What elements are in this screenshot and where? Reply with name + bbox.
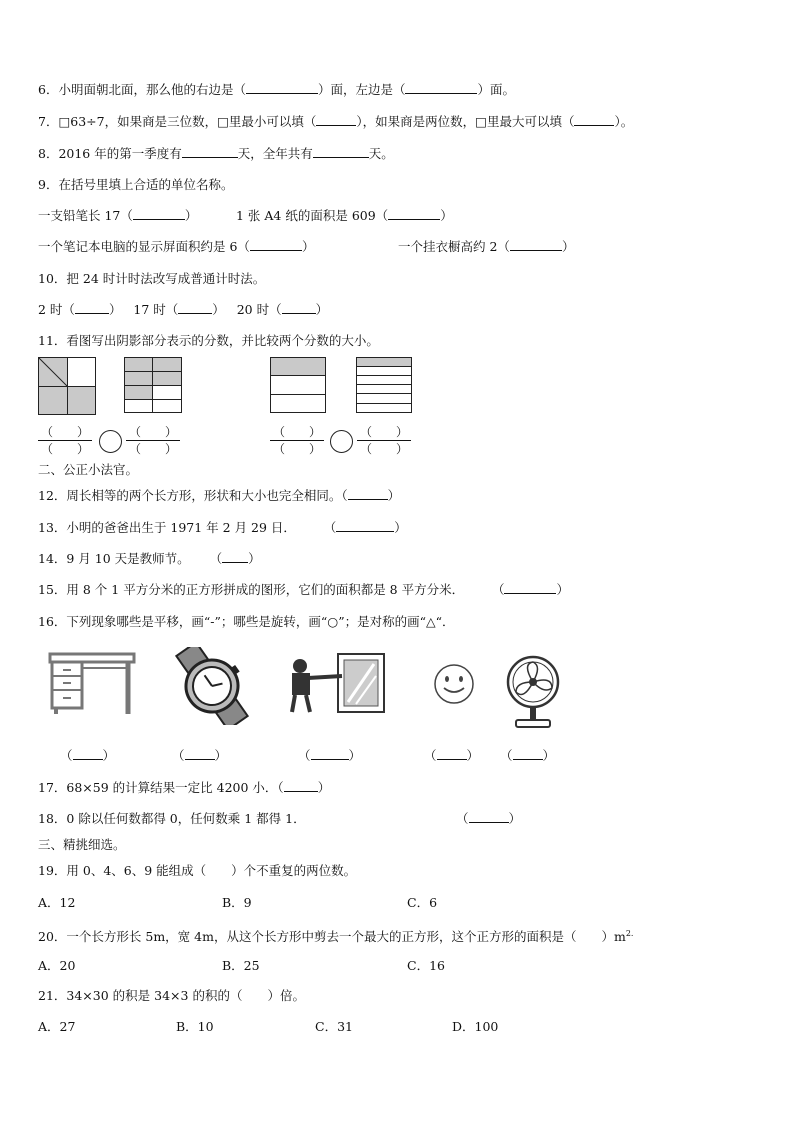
question-18: 18．0 除以任何数都得 0，任何数乘 1 都得 1． — [38, 811, 306, 826]
question-6: 6．小明面朝北面，那么他的右边是（ ）面，左边是（ ）面。 — [38, 82, 515, 97]
answer-blank[interactable] — [313, 147, 369, 158]
question-13: 13．小明的爸爸出生于 1971 年 2 月 29 日． （ ） — [38, 520, 407, 535]
answer-blank[interactable] — [250, 240, 302, 251]
q21-option-c[interactable]: C．31 — [315, 1019, 353, 1034]
q21-option-b[interactable]: B．10 — [176, 1019, 214, 1034]
question-9-b: 1 张 A4 纸的面积是 609（ ） — [236, 208, 453, 223]
answer-blank[interactable] — [316, 115, 356, 126]
desk-icon — [48, 650, 138, 716]
q16-answer-5[interactable]: （ ） — [500, 748, 556, 763]
question-18-answer[interactable]: （ ） — [456, 811, 522, 826]
electric-fan-icon — [502, 654, 564, 730]
answer-blank[interactable] — [178, 303, 212, 314]
q21-option-d[interactable]: D．100 — [452, 1019, 499, 1034]
fraction-figure-2 — [124, 357, 182, 413]
answer-blank[interactable] — [284, 781, 318, 792]
answer-blank[interactable] — [75, 303, 109, 314]
q16-answer-4[interactable]: （ ） — [424, 748, 480, 763]
q20-option-a[interactable]: A．20 — [38, 958, 76, 973]
answer-blank[interactable] — [282, 303, 316, 314]
question-15: 15．用 8 个 1 平方分米的正方形拼成的图形，它们的面积都是 8 平方分米． （ ） — [38, 582, 569, 597]
q16-answer-2[interactable]: （ ） — [172, 748, 228, 763]
question-9-c: 一个笔记本电脑的显示屏面积约是 6（ ） — [38, 239, 315, 254]
q19-option-c[interactable]: C．6 — [407, 895, 438, 910]
question-17: 17．68×59 的计算结果一定比 4200 小．（ ） — [38, 780, 331, 795]
fraction-figure-3 — [270, 357, 326, 413]
answer-blank[interactable] — [133, 209, 185, 220]
section-3-heading: 三、精挑细选。 — [38, 837, 126, 852]
q16-answer-1[interactable]: （ ） — [60, 748, 116, 763]
comparison-circle[interactable] — [330, 430, 353, 453]
question-21: 21．34×30 的积是 34×3 的积的（ ）倍。 — [38, 988, 305, 1003]
question-16-title: 16．下列现象哪些是平移，画“-”；哪些是旋转，画“○”；是对称的画“△“． — [38, 614, 455, 629]
answer-blank[interactable] — [182, 147, 238, 158]
question-12: 12．周长相等的两个长方形，形状和大小也完全相同。（ ） — [38, 488, 401, 503]
question-9-a: 一支铅笔长 17（ ） — [38, 208, 198, 223]
answer-blank[interactable] — [388, 209, 440, 220]
question-8: 8．2016 年的第一季度有 天，全年共有 天。 — [38, 146, 394, 161]
q20-option-b[interactable]: B．25 — [222, 958, 260, 973]
question-19: 19．用 0、4、6、9 能组成（ ）个不重复的两位数。 — [38, 863, 357, 878]
answer-blank[interactable] — [246, 83, 318, 94]
answer-blank[interactable] — [504, 583, 556, 594]
answer-blank[interactable] — [405, 83, 477, 94]
question-14: 14．9 月 10 天是教师节。 （ ） — [38, 551, 261, 566]
answer-blank[interactable] — [510, 240, 562, 251]
fraction-answer-3[interactable]: （ ） （ ） — [270, 425, 324, 456]
window-pushing-person-icon — [282, 652, 388, 714]
q19-option-a[interactable]: A．12 — [38, 895, 76, 910]
answer-blank[interactable] — [222, 552, 248, 563]
section-2-heading: 二、公正小法官。 — [38, 462, 139, 477]
fraction-answer-1[interactable]: （ ） （ ） — [38, 425, 92, 456]
fraction-answer-4[interactable]: （ ） （ ） — [357, 425, 411, 456]
wristwatch-icon — [164, 647, 260, 725]
question-10-items: 2 时（ ） 17 时（ ） 20 时（ ） — [38, 302, 329, 317]
q20-option-c[interactable]: C．16 — [407, 958, 445, 973]
fraction-figure-1 — [38, 357, 96, 415]
answer-blank[interactable] — [348, 489, 388, 500]
fraction-figure-4 — [356, 357, 412, 413]
q19-option-b[interactable]: B．9 — [222, 895, 252, 910]
answer-blank[interactable] — [574, 115, 614, 126]
question-20: 20．一个长方形长 5m，宽 4m，从这个长方形中剪去一个最大的正方形，这个正方形的面积是（ ）$m^{2.}$ — [38, 929, 634, 945]
question-9-d: 一个挂衣橱高约 2（ ） — [398, 239, 575, 254]
q16-answer-3[interactable]: （ ） — [298, 748, 362, 763]
question-9-title: 9．在括号里填上合适的单位名称。 — [38, 177, 234, 192]
q21-option-a[interactable]: A．27 — [38, 1019, 76, 1034]
smiley-face-icon — [432, 662, 476, 706]
question-10-title: 10．把 24 时计时法改写成普通计时法。 — [38, 271, 266, 286]
answer-blank[interactable] — [336, 521, 394, 532]
fraction-answer-2[interactable]: （ ） （ ） — [126, 425, 180, 456]
question-7: 7．□63÷7，如果商是三位数，□里最小可以填（ ），如果商是两位数，□里最大可以填（ ）。 — [38, 114, 634, 129]
comparison-circle[interactable] — [99, 430, 122, 453]
question-11-title: 11．看图写出阴影部分表示的分数，并比较两个分数的大小。 — [38, 333, 379, 348]
